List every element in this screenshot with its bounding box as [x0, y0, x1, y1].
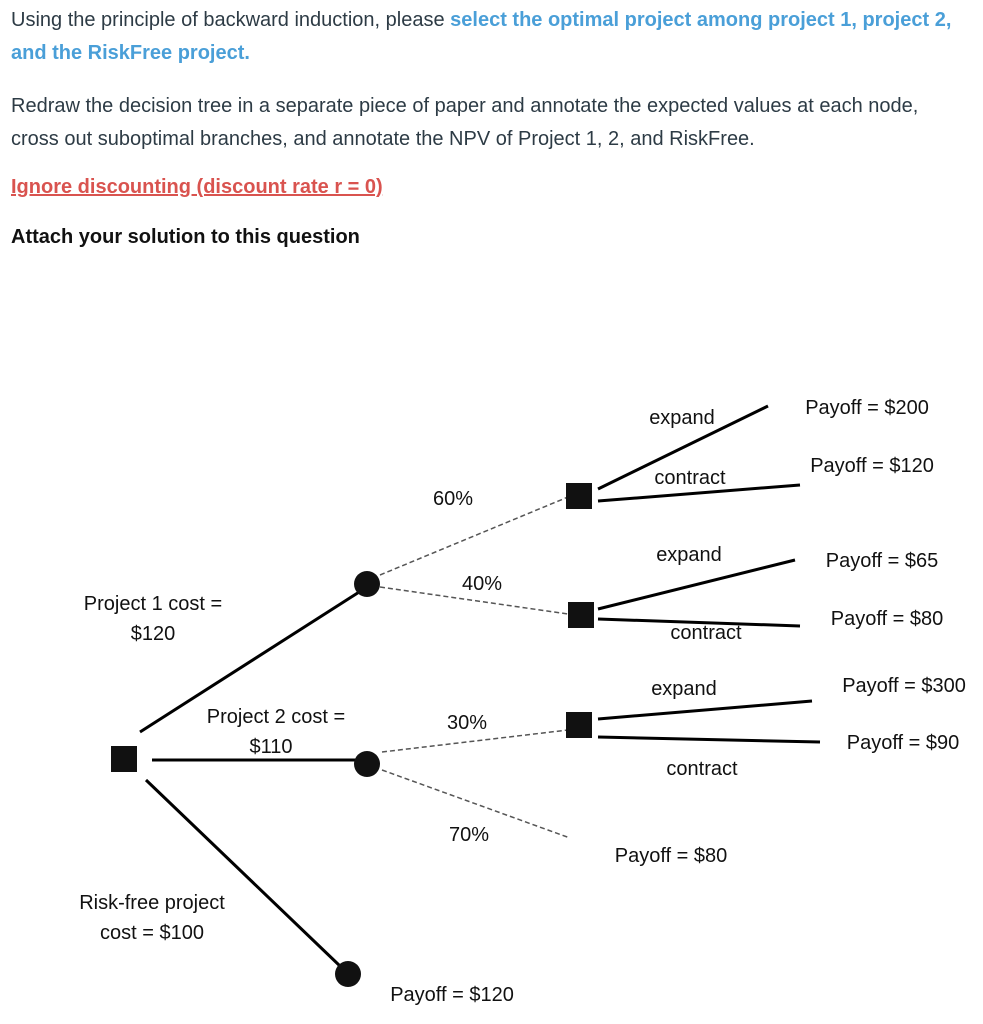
project2-label: Project 2 cost =	[206, 706, 346, 728]
d1-expand-label: expand	[649, 407, 715, 429]
p1-branch-up	[380, 497, 568, 575]
decision-node-1	[566, 483, 592, 509]
d3-expand-branch	[598, 701, 812, 719]
decision-node-3	[566, 712, 592, 738]
decision-node-2	[568, 602, 594, 628]
d2-expand-label: expand	[656, 544, 722, 566]
project1-cost: $120	[130, 623, 176, 645]
d1-expand-payoff: Payoff = $200	[805, 397, 929, 419]
p1-down-probability: 40%	[461, 573, 503, 595]
riskfree-node	[335, 961, 361, 987]
p2-down-probability: 70%	[448, 824, 490, 846]
d3-expand-payoff: Payoff = $300	[842, 675, 966, 697]
d3-contract-payoff: Payoff = $90	[846, 732, 960, 754]
d3-contract-label: contract	[666, 758, 738, 780]
root-decision-node	[111, 746, 137, 772]
project2-chance-node	[354, 751, 380, 777]
project2-cost: $110	[249, 736, 293, 758]
d2-contract-label: contract	[670, 622, 742, 644]
riskfree-cost: cost = $100	[100, 922, 204, 944]
question-paragraph-2: Redraw the decision tree in a separate piece of paper and annotate the expected values at each node, cross out suboptimal branches, and annotate the NPV of Project 1, 2, and RiskFree.	[11, 95, 919, 150]
d3-contract-branch	[598, 737, 820, 742]
d3-expand-label: expand	[651, 678, 717, 700]
attach-instruction: Attach your solution to this question	[11, 226, 360, 248]
riskfree-payoff: Payoff = $120	[390, 984, 514, 1006]
project1-chance-node	[354, 571, 380, 597]
project1-label: Project 1 cost =	[83, 593, 223, 615]
p2-down-payoff: Payoff = $80	[614, 845, 728, 867]
discount-warning: Ignore discounting (discount rate r = 0)	[11, 176, 383, 198]
riskfree-label: Risk-free project	[79, 892, 225, 914]
p2-up-probability: 30%	[446, 712, 488, 734]
d1-contract-label: contract	[654, 467, 726, 489]
p1-up-probability: 60%	[432, 488, 474, 510]
d1-contract-payoff: Payoff = $120	[810, 455, 934, 477]
d2-expand-payoff: Payoff = $65	[825, 550, 939, 572]
d2-expand-branch	[598, 560, 795, 609]
question-text: Using the principle of backward induction, please	[11, 9, 451, 31]
d2-contract-payoff: Payoff = $80	[830, 608, 944, 630]
question-highlight: select the optimal project among project 1, project 2, and the RiskFree project.	[11, 9, 952, 64]
